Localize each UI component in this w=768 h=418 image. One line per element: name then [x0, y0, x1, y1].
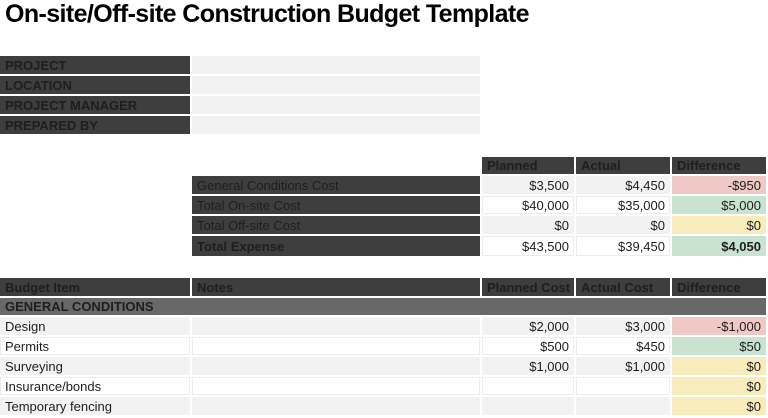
budget-item-cell[interactable]: Surveying [0, 357, 192, 377]
difference-cell[interactable]: $0 [672, 377, 768, 397]
difference-cell[interactable]: $0 [672, 397, 768, 417]
budget-header-actual-cost[interactable]: Actual Cost [576, 278, 672, 298]
info-label-project-manager[interactable]: PROJECT MANAGER [0, 96, 192, 116]
table-row [0, 377, 768, 397]
difference-cell[interactable]: $4,050 [672, 236, 768, 258]
info-label-prepared-by[interactable]: PREPARED BY [0, 116, 192, 136]
budget-header-planned-cost[interactable]: Planned Cost [482, 278, 576, 298]
table-row [0, 96, 482, 116]
summary-row-label[interactable]: Total Expense [192, 236, 482, 258]
table-row [0, 56, 482, 76]
notes-cell[interactable] [192, 317, 482, 337]
budget-item-cell[interactable]: Permits [0, 337, 192, 357]
planned-cell[interactable]: $40,000 [482, 196, 576, 216]
table-row [192, 176, 768, 196]
difference-cell[interactable]: $5,000 [672, 196, 768, 216]
summary-row-label[interactable]: General Conditions Cost [192, 176, 482, 196]
table-row [0, 357, 768, 377]
budget-header-item[interactable]: Budget Item [0, 278, 192, 298]
summary-header-planned[interactable]: Planned [482, 157, 576, 176]
budget-detail-table [0, 278, 768, 417]
info-value-location[interactable] [192, 76, 482, 96]
table-row [192, 196, 768, 216]
info-value-project[interactable] [192, 56, 482, 76]
budget-header-row [0, 278, 768, 298]
info-value-prepared-by[interactable] [192, 116, 482, 136]
planned-cost-cell[interactable]: $2,000 [482, 317, 576, 337]
planned-cell[interactable]: $3,500 [482, 176, 576, 196]
table-row [0, 116, 482, 136]
project-info-table [0, 56, 482, 136]
table-row [0, 76, 482, 96]
notes-cell[interactable] [192, 357, 482, 377]
difference-cell[interactable]: -$1,000 [672, 317, 768, 337]
actual-cost-cell[interactable] [576, 397, 672, 417]
summary-header-difference[interactable]: Difference [672, 157, 768, 176]
notes-cell[interactable] [192, 377, 482, 397]
empty-cell [192, 157, 482, 176]
budget-item-cell[interactable]: Temporary fencing [0, 397, 192, 417]
difference-cell[interactable]: $50 [672, 337, 768, 357]
section-header-general-conditions[interactable]: GENERAL CONDITIONS [0, 298, 768, 317]
actual-cell[interactable]: $35,000 [576, 196, 672, 216]
actual-cell[interactable]: $4,450 [576, 176, 672, 196]
info-label-location[interactable]: LOCATION [0, 76, 192, 96]
info-value-project-manager[interactable] [192, 96, 482, 116]
planned-cost-cell[interactable]: $500 [482, 337, 576, 357]
planned-cell[interactable]: $43,500 [482, 236, 576, 258]
page-title: On-site/Off-site Construction Budget Template [5, 0, 529, 28]
difference-cell[interactable]: -$950 [672, 176, 768, 196]
difference-cell[interactable]: $0 [672, 216, 768, 236]
planned-cost-cell[interactable] [482, 377, 576, 397]
actual-cost-cell[interactable]: $1,000 [576, 357, 672, 377]
difference-cell[interactable]: $0 [672, 357, 768, 377]
total-expense-row [192, 236, 768, 258]
planned-cost-cell[interactable]: $1,000 [482, 357, 576, 377]
summary-row-label[interactable]: Total Off-site Cost [192, 216, 482, 236]
actual-cost-cell[interactable]: $450 [576, 337, 672, 357]
actual-cost-cell[interactable]: $3,000 [576, 317, 672, 337]
budget-item-cell[interactable]: Insurance/bonds [0, 377, 192, 397]
summary-header-row [192, 157, 768, 176]
table-row [192, 216, 768, 236]
notes-cell[interactable] [192, 397, 482, 417]
actual-cost-cell[interactable] [576, 377, 672, 397]
actual-cell[interactable]: $0 [576, 216, 672, 236]
planned-cost-cell[interactable] [482, 397, 576, 417]
table-row [0, 337, 768, 357]
table-row [0, 317, 768, 337]
table-row [0, 397, 768, 417]
planned-cell[interactable]: $0 [482, 216, 576, 236]
notes-cell[interactable] [192, 337, 482, 357]
section-header-row [0, 298, 768, 317]
actual-cell[interactable]: $39,450 [576, 236, 672, 258]
budget-header-notes[interactable]: Notes [192, 278, 482, 298]
info-label-project[interactable]: PROJECT [0, 56, 192, 76]
summary-row-label[interactable]: Total On-site Cost [192, 196, 482, 216]
summary-header-actual[interactable]: Actual [576, 157, 672, 176]
cost-summary-table [192, 157, 768, 258]
budget-header-difference[interactable]: Difference [672, 278, 768, 298]
budget-item-cell[interactable]: Design [0, 317, 192, 337]
